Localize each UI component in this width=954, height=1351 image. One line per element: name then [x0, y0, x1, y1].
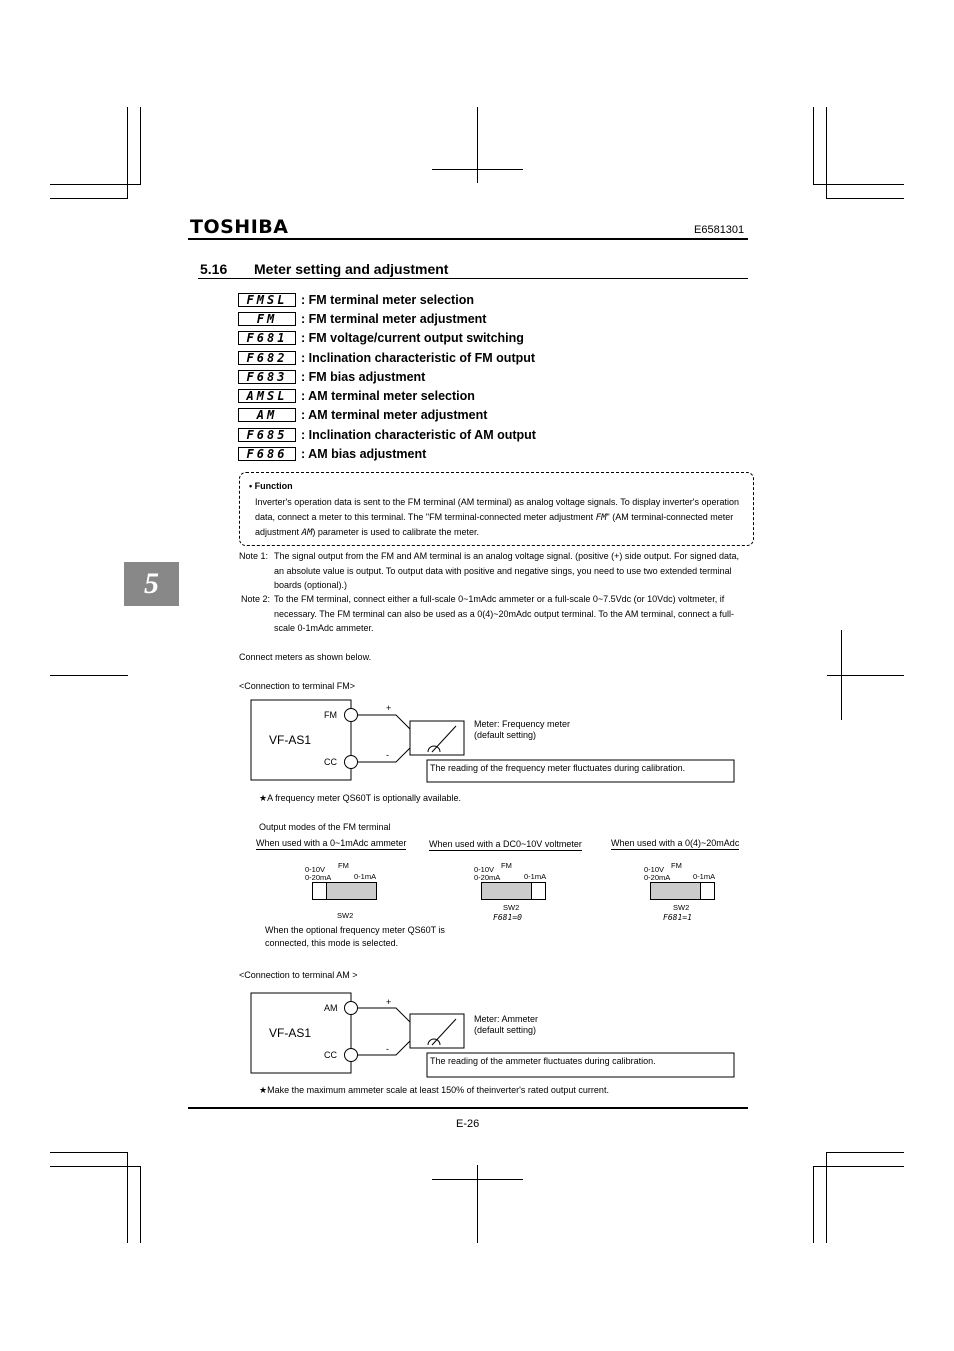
output-modes-heading: Output modes of the FM terminal [259, 822, 391, 832]
sw2-label: SW2 [337, 911, 354, 920]
sw2-label: SW2 [673, 903, 690, 912]
parameter-setting: F681=0 [493, 913, 522, 922]
mode-caption: When used with a DC0~10V voltmeter [429, 839, 582, 849]
meter-default-label: (default setting) [474, 730, 537, 740]
parameter-description: : AM terminal meter adjustment [301, 408, 488, 422]
note-text: The signal output from the FM and AM terminal is an analog voltage signal. (positive (+) side output. For signed data, an absolute value is output. To output data with positive and negative sings, you need to use two extended terminal boards (optional).) [274, 551, 739, 590]
parameter-code: F685 [238, 428, 296, 442]
parameter-code: FM [238, 312, 296, 326]
meter-default-label: (default setting) [474, 1025, 537, 1035]
plus-sign: + [386, 997, 392, 1007]
parameter-setting: F681=1 [663, 913, 692, 922]
minus-sign: - [386, 750, 389, 760]
label-fm: FM [671, 861, 682, 870]
mode-note: When the optional frequency meter QS60T is [265, 925, 445, 935]
brand-logo: TOSHIBA [190, 216, 289, 238]
minus-sign: - [386, 1044, 389, 1054]
inverter-label: VF-AS1 [269, 1026, 312, 1040]
calibration-note: The reading of the frequency meter fluctuates during calibration. [430, 763, 686, 773]
sw2-switch [481, 882, 546, 900]
label-0-10v: 0-10V [644, 865, 665, 874]
parameter-code-inline: FM [595, 512, 607, 523]
parameter-description: : Inclination characteristic of FM output [301, 351, 536, 365]
inverter-label: VF-AS1 [269, 733, 312, 747]
sw2-switch [650, 882, 715, 900]
terminal-cc-label: CC [324, 1050, 337, 1060]
sw2-switch [312, 882, 377, 900]
label-0-1ma: 0-1mA [693, 872, 716, 881]
parameter-code: F681 [238, 331, 296, 345]
parameter-description: : Inclination characteristic of AM output [301, 428, 536, 442]
star-note: ★Make the maximum ammeter scale at least 150% of theinverter's rated output current. [259, 1085, 609, 1095]
note-label: Note 1: [239, 551, 269, 561]
note-label: Note 2: [241, 594, 271, 604]
parameter-description: : AM bias adjustment [301, 447, 427, 461]
fm-diagram-heading: <Connection to terminal FM> [239, 681, 356, 691]
terminal-fm-label: FM [324, 710, 337, 720]
chapter-tab: 5 [124, 562, 179, 606]
parameter-code: FMSL [238, 293, 296, 307]
connect-instruction: Connect meters as shown below. [239, 652, 372, 662]
am-diagram-heading: <Connection to terminal AM > [239, 970, 358, 980]
parameter-code: F683 [238, 370, 296, 384]
star-note: ★A frequency meter QS60T is optionally available. [259, 793, 462, 803]
parameter-description: : FM terminal meter selection [301, 293, 474, 307]
mode-caption: When used with a 0(4)~20mAdc [611, 838, 740, 848]
parameter-code: AMSL [238, 389, 296, 403]
function-title: • Function [249, 481, 293, 491]
function-text-part: ) parameter is used to calibrate the meter. [312, 527, 479, 537]
function-text-part: " (AM terminal-connected meter adjustment [255, 511, 734, 537]
meter-type-label: Meter: Ammeter [474, 1014, 539, 1024]
plus-sign: + [386, 703, 392, 713]
section-number: 5.16 [200, 261, 228, 277]
label-fm: FM [338, 861, 349, 870]
note-text: To the FM terminal, connect either a full-scale 0~1mAdc ammeter or a full-scale 0~7.5Vdc (or 10Vdc) voltmeter, if necessary. The FM terminal can also be used as a 0(4)~20mAdc output terminal. To the AM terminal, connect a full-scale 0-1mAdc ammeter. [274, 594, 734, 633]
label-0-10v: 0-10V [305, 865, 326, 874]
page-number: E-26 [456, 1118, 480, 1130]
terminal-cc-label: CC [324, 757, 337, 767]
function-text-part: Inverter's operation data is sent to the FM terminal (AM terminal) as analog voltage signals. To display inverter's operation data, connect a meter to this terminal. The "FM terminal-connected meter adjustment [255, 497, 740, 522]
label-0-10v: 0-10V [474, 865, 495, 874]
mode-note: connected, this mode is selected. [265, 938, 399, 948]
parameter-description: : AM terminal meter selection [301, 389, 475, 403]
label-0-20ma: 0-20mA [474, 873, 501, 882]
footer-rule [188, 1107, 748, 1109]
sw2-label: SW2 [503, 903, 520, 912]
mode-caption: When used with a 0~1mAdc ammeter [256, 838, 407, 848]
label-fm: FM [501, 861, 512, 870]
parameter-code-inline: AM [301, 528, 313, 538]
parameter-code: F682 [238, 351, 296, 365]
section-title-text: Meter setting and adjustment [254, 261, 449, 277]
parameter-description: : FM terminal meter adjustment [301, 312, 487, 326]
parameter-description: : FM bias adjustment [301, 370, 426, 384]
label-0-1ma: 0-1mA [354, 872, 377, 881]
meter-type-label: Meter: Frequency meter [474, 719, 571, 729]
parameter-code: AM [238, 408, 296, 422]
label-0-20ma: 0-20mA [644, 873, 671, 882]
label-0-20ma: 0-20mA [305, 873, 332, 882]
parameter-code: F686 [238, 447, 296, 461]
label-0-1ma: 0-1mA [524, 872, 547, 881]
calibration-note: The reading of the ammeter fluctuates during calibration. [430, 1056, 656, 1066]
document-number: E6581301 [694, 224, 745, 236]
parameter-description: : FM voltage/current output switching [301, 331, 524, 345]
terminal-am-label: AM [324, 1003, 338, 1013]
